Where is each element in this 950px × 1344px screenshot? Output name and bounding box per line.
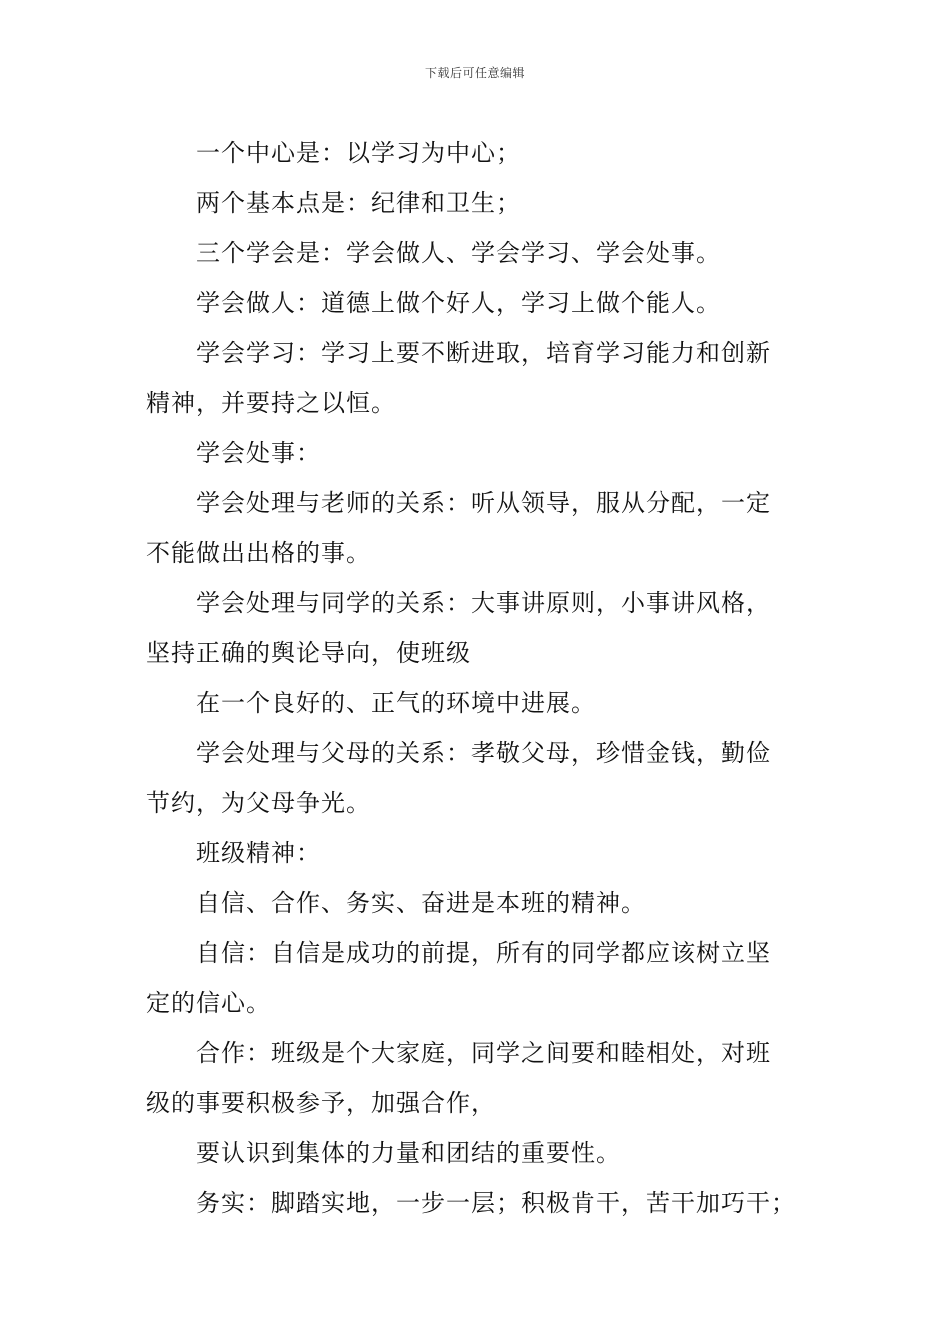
paragraph-line: 学会学习：学习上要不断进取，培育学习能力和创新 [196,339,771,367]
paragraph-line: 定的信心。 [146,989,271,1017]
paragraph-line: 学会处事： [196,439,321,467]
section-heading: 班级精神： [196,839,321,867]
paragraph-line: 不能做出出格的事。 [146,539,371,567]
paragraph-line: 合作：班级是个大家庭，同学之间要和睦相处，对班 [196,1039,771,1067]
paragraph-line: 级的事要积极参予，加强合作， [146,1089,496,1117]
page-header: 下载后可任意编辑 [424,66,525,80]
paragraph-line: 学会做人：道德上做个好人，学习上做个能人。 [196,289,721,317]
paragraph-line: 精神，并要持之以恒。 [146,389,396,417]
paragraph-line: 学会处理与同学的关系：大事讲原则，小事讲风格， [196,589,771,617]
paragraph-line: 要认识到集体的力量和团结的重要性。 [196,1139,621,1167]
paragraph-line: 自信：自信是成功的前提，所有的同学都应该树立坚 [196,939,771,967]
paragraph-line: 坚持正确的舆论导向，使班级 [146,639,471,667]
paragraph-line: 一个中心是：以学习为中心； [196,139,521,167]
paragraph-line: 自信、合作、务实、奋进是本班的精神。 [196,889,646,917]
paragraph-line: 两个基本点是：纪律和卫生； [196,189,521,217]
paragraph-line: 务实：脚踏实地，一步一层；积极肯干，苦干加巧干； [196,1189,796,1217]
paragraph-line: 节约，为父母争光。 [146,789,371,817]
document-body [146,128,808,1228]
paragraph-line: 三个学会是：学会做人、学会学习、学会处事。 [196,239,721,267]
paragraph-line: 学会处理与父母的关系：孝敬父母，珍惜金钱，勤俭 [196,739,771,767]
paragraph-line: 学会处理与老师的关系：听从领导，服从分配，一定 [196,489,771,517]
paragraph-line: 在一个良好的、正气的环境中进展。 [196,689,596,717]
